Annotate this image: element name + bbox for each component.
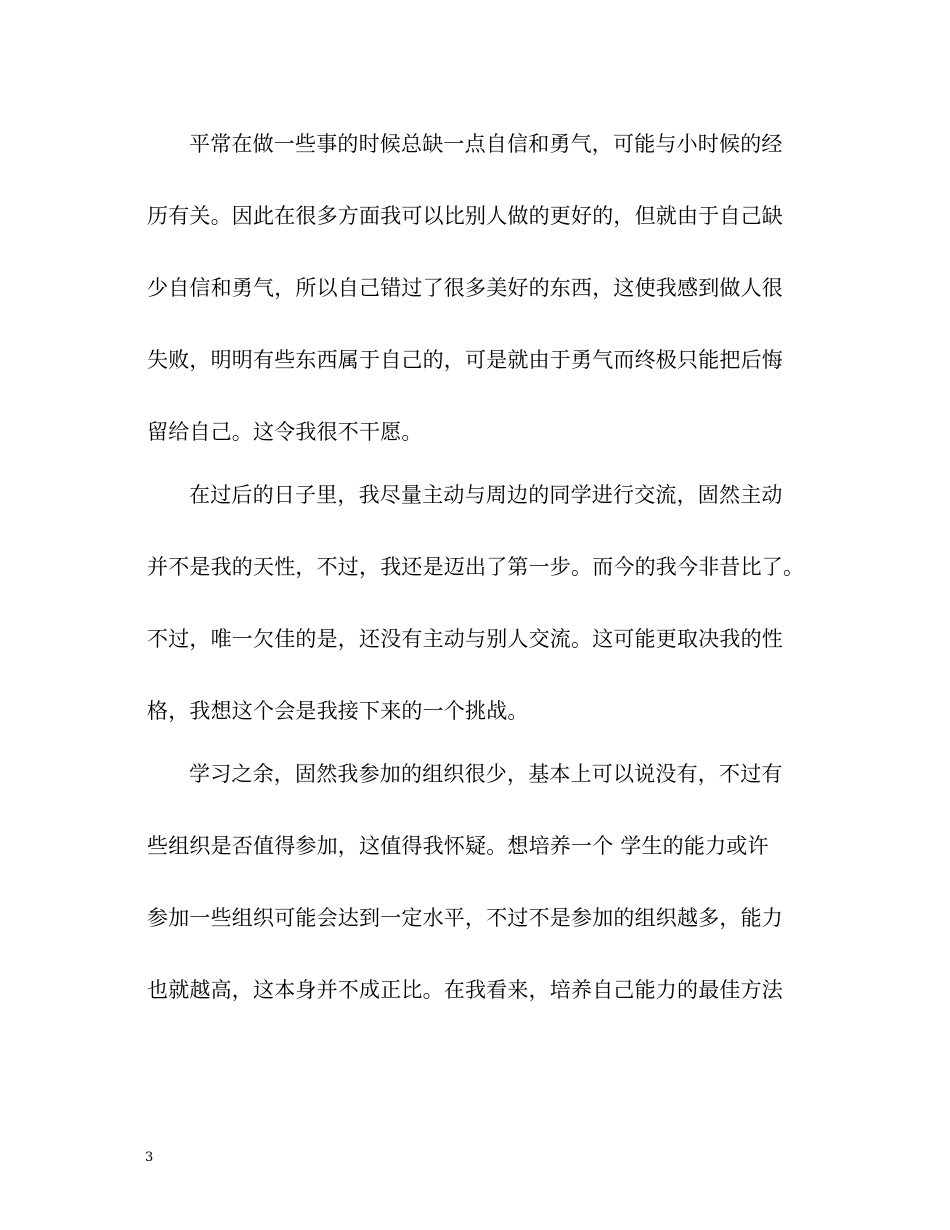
paragraph-1-line-5: 留给自己。这令我很不干愿。 (147, 420, 423, 444)
paragraph-2-line-2: 并不是我的天性，不过，我还是迈出了第一步。而今的我今非昔比了。 (147, 555, 805, 579)
page-number: 3 (145, 1150, 154, 1165)
paragraph-1-line-1: 平常在做一些事的时候总缺一点自信和勇气，可能与小时候的经 (189, 132, 783, 156)
paragraph-2-line-4: 格，我想这个会是我接下来的一个挑战。 (147, 699, 529, 723)
paragraph-3-line-1: 学习之余，固然我参加的组织很少，基本上可以说没有，不过有 (189, 762, 783, 786)
paragraph-1-line-3: 少自信和勇气，所以自己错过了很多美好的东西，这使我感到做人很 (147, 276, 783, 300)
paragraph-3-line-2: 些组织是否值得参加，这值得我怀疑。想培养一个 学生的能力或许 (147, 834, 769, 858)
paragraph-1-line-2: 历有关。因此在很多方面我可以比别人做的更好的，但就由于自己缺 (147, 204, 783, 228)
paragraph-3-line-4: 也就越高，这本身并不成正比。在我看来，培养自己能力的最佳方法 (147, 978, 783, 1002)
paragraph-2-line-1: 在过后的日子里，我尽量主动与周边的同学进行交流，固然主动 (189, 483, 783, 507)
paragraph-3-line-3: 参加一些组织可能会达到一定水平，不过不是参加的组织越多，能力 (147, 906, 783, 930)
paragraph-1-line-4: 失败，明明有些东西属于自己的，可是就由于勇气而终极只能把后悔 (147, 348, 783, 372)
paragraph-2-line-3: 不过，唯一欠佳的是，还没有主动与别人交流。这可能更取决我的性 (147, 627, 783, 651)
